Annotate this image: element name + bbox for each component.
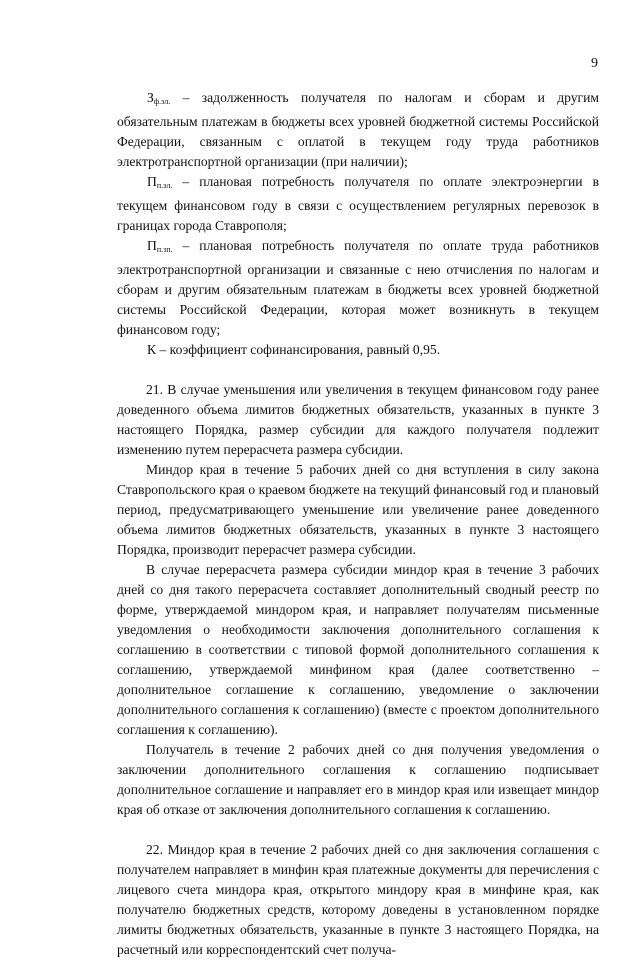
paragraph-22: 22. Миндор края в течение 2 рабочих дней со дня заключения соглашения с получателем направляет в минфин края платежные документы для перечисления с лицевого счета миндора края, открытого миндору края в минфине края, как получателю бюджетных средств, которому доведены в установленном порядке лимиты бюджетных обязательств, указанные в пункте 3 настоящего Порядка, на расчетный или корреспондентский счет получа- [117, 842, 599, 957]
definition-subscript: п.эл. [156, 181, 173, 190]
paragraph-21-recalc: Миндор края в течение 5 рабочих дней со дня вступления в силу закона Ставропольского края о краевом бюджете на текущий финансовый год и плановый период, предусматривающего уменьшение или увеличение ранее доведенного объема лимитов бюджетных обязательств, указанных в пункте 3 настоящего Порядка, производит перерасчет размера субсидии. [117, 462, 599, 557]
document-body [117, 88, 599, 960]
definition-text: – задолженность получателя по налогам и сборам и другим обязательным платежам в бюджеты всех уровней бюджетной системы Российской Федерации, связанным с оплатой в текущем году труда работников электротранспортной организации (при наличии); [117, 90, 599, 169]
definition-text: – коэффициент софинансирования, равный 0,95. [156, 342, 441, 357]
definition-symbol: З [147, 90, 154, 105]
definition-subscript: п.зп. [156, 245, 173, 254]
definition-symbol: К [147, 342, 157, 357]
definition-text: – плановая потребность получателя по оплате электроэнергии в текущем финансовом году в связи с осуществлением регулярных перевозок в границах города Ставрополя; [117, 174, 599, 233]
definition-k [117, 340, 599, 360]
definition-subscript: ф.эл. [153, 97, 171, 106]
definition-symbol: П [147, 174, 157, 189]
paragraph-21: 21. В случае уменьшения или увеличения в текущем финансовом году ранее доведенного объема лимитов бюджетных обязательств, указанных в пункте 3 настоящего Порядка, размер субсидии для каждого получателя подлежит изменению путем перерасчета размера субсидии. [117, 382, 599, 457]
paragraph-21-notice: В случае перерасчета размера субсидии миндор края в течение 3 рабочих дней со дня такого перерасчета составляет дополнительный сводный реестр по форме, утверждаемой миндором края, и направляет получателям письменные уведомления о необходимости заключения дополнительного соглашения к соглашению в соответствии с типовой формой дополнительного соглашения к соглашению, утверждаемой минфином края (далее соответственно – дополнительное соглашение к соглашению, уведомление о заключении дополнительного соглашения к соглашению) (вместе с проектом дополнительного соглашения к соглашению). [117, 562, 599, 737]
definition-text: – плановая потребность получателя по оплате труда работников электротранспортной организации и связанные с нею отчисления по налогам и сборам и другим обязательным платежам в бюджеты всех уровней бюджетной системы Российской Федерации, которая может возникнуть в текущем финансовом году; [117, 238, 599, 337]
definition-p-pel [117, 172, 599, 236]
page-number: 9 [591, 56, 598, 71]
paragraph-21-recipient: Получатель в течение 2 рабочих дней со дня получения уведомления о заключении дополнительного соглашения к соглашению подписывает дополнительное соглашение и направляет его в миндор края или извещает миндор края об отказе от заключения дополнительного соглашения к соглашению. [117, 742, 599, 817]
definition-p-pzp [117, 236, 599, 340]
definition-symbol: П [147, 238, 157, 253]
definition-z-fel [117, 88, 599, 172]
